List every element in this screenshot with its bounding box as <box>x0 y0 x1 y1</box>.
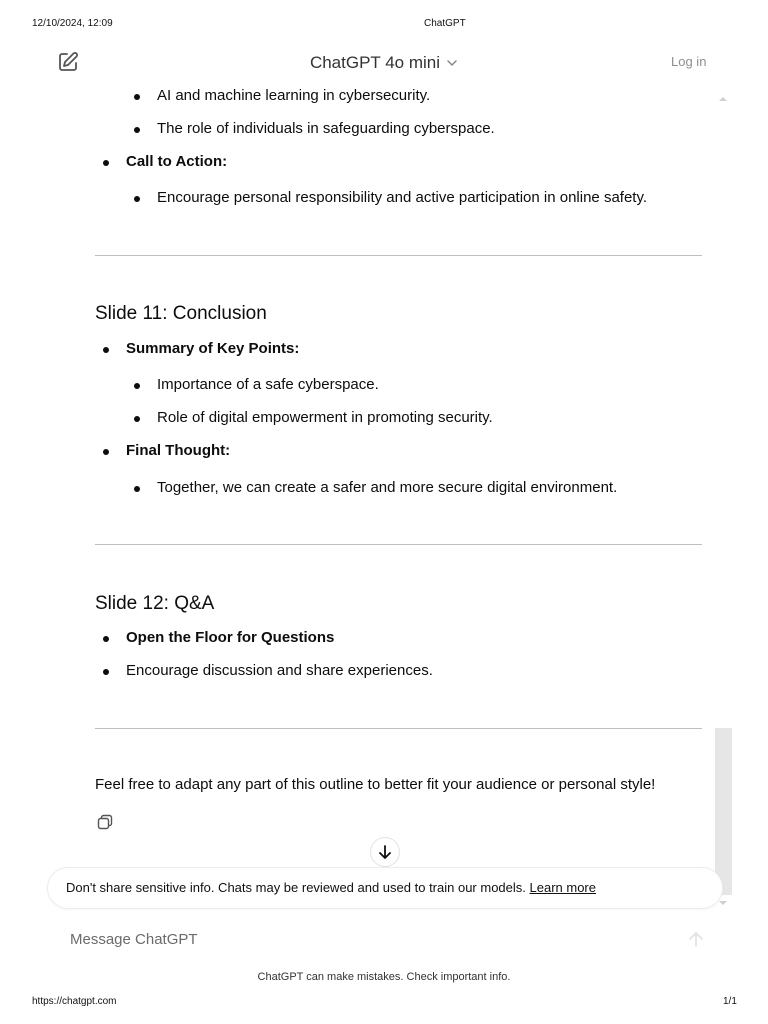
list-heading-call-to-action: Call to Action: <box>126 153 228 170</box>
divider <box>95 544 702 545</box>
print-title: ChatGPT <box>424 18 466 29</box>
send-button[interactable] <box>686 929 706 949</box>
chevron-down-icon[interactable] <box>446 57 458 69</box>
new-chat-button[interactable] <box>56 50 80 74</box>
edit-icon <box>56 50 80 74</box>
list-item: Encourage personal responsibility and active participation in online safety. <box>157 189 648 206</box>
list-item: Role of digital empowerment in promoting security. <box>157 409 493 426</box>
privacy-notice-text: Don't share sensitive info. Chats may be reviewed and used to train our models. <box>66 880 526 895</box>
slide-11-heading: Slide 11: Conclusion <box>95 303 267 324</box>
learn-more-link[interactable]: Learn more <box>529 880 596 895</box>
print-datetime: 12/10/2024, 12:09 <box>32 18 113 29</box>
scrollbar-thumb[interactable] <box>715 728 732 895</box>
list-item: AI and machine learning in cybersecurity. <box>157 87 431 104</box>
list-item: Importance of a safe cyberspace. <box>157 376 379 393</box>
arrow-down-icon <box>377 844 393 860</box>
arrow-up-icon <box>686 929 706 949</box>
scroll-down-arrow-icon[interactable] <box>717 898 729 908</box>
list-heading-final-thought: Final Thought: <box>126 442 231 459</box>
login-button[interactable]: Log in <box>671 54 707 69</box>
disclaimer: ChatGPT can make mistakes. Check important info. <box>257 971 511 983</box>
privacy-notice <box>66 880 596 895</box>
copy-button[interactable] <box>96 813 114 831</box>
list-item: Encourage discussion and share experiences. <box>126 662 433 679</box>
list-heading-summary: Summary of Key Points: <box>126 340 300 357</box>
message-input[interactable] <box>66 926 666 952</box>
list-item: The role of individuals in safeguarding cyberspace. <box>157 120 495 137</box>
model-selector[interactable] <box>0 52 768 74</box>
list-item: Open the Floor for Questions <box>126 629 335 646</box>
slide-12-heading: Slide 12: Q&A <box>95 593 215 614</box>
scroll-up-arrow-icon[interactable] <box>717 94 729 104</box>
print-url: https://chatgpt.com <box>32 996 117 1007</box>
scroll-to-bottom-button[interactable] <box>370 837 400 867</box>
closing-message: Feel free to adapt any part of this outline to better fit your audience or personal style! <box>95 776 656 793</box>
divider <box>95 728 702 729</box>
list-item: Together, we can create a safer and more secure digital environment. <box>157 479 618 496</box>
copy-icon <box>96 813 114 831</box>
divider <box>95 255 702 256</box>
model-name[interactable]: ChatGPT 4o mini <box>309 53 441 72</box>
print-page-number: 1/1 <box>723 996 737 1007</box>
